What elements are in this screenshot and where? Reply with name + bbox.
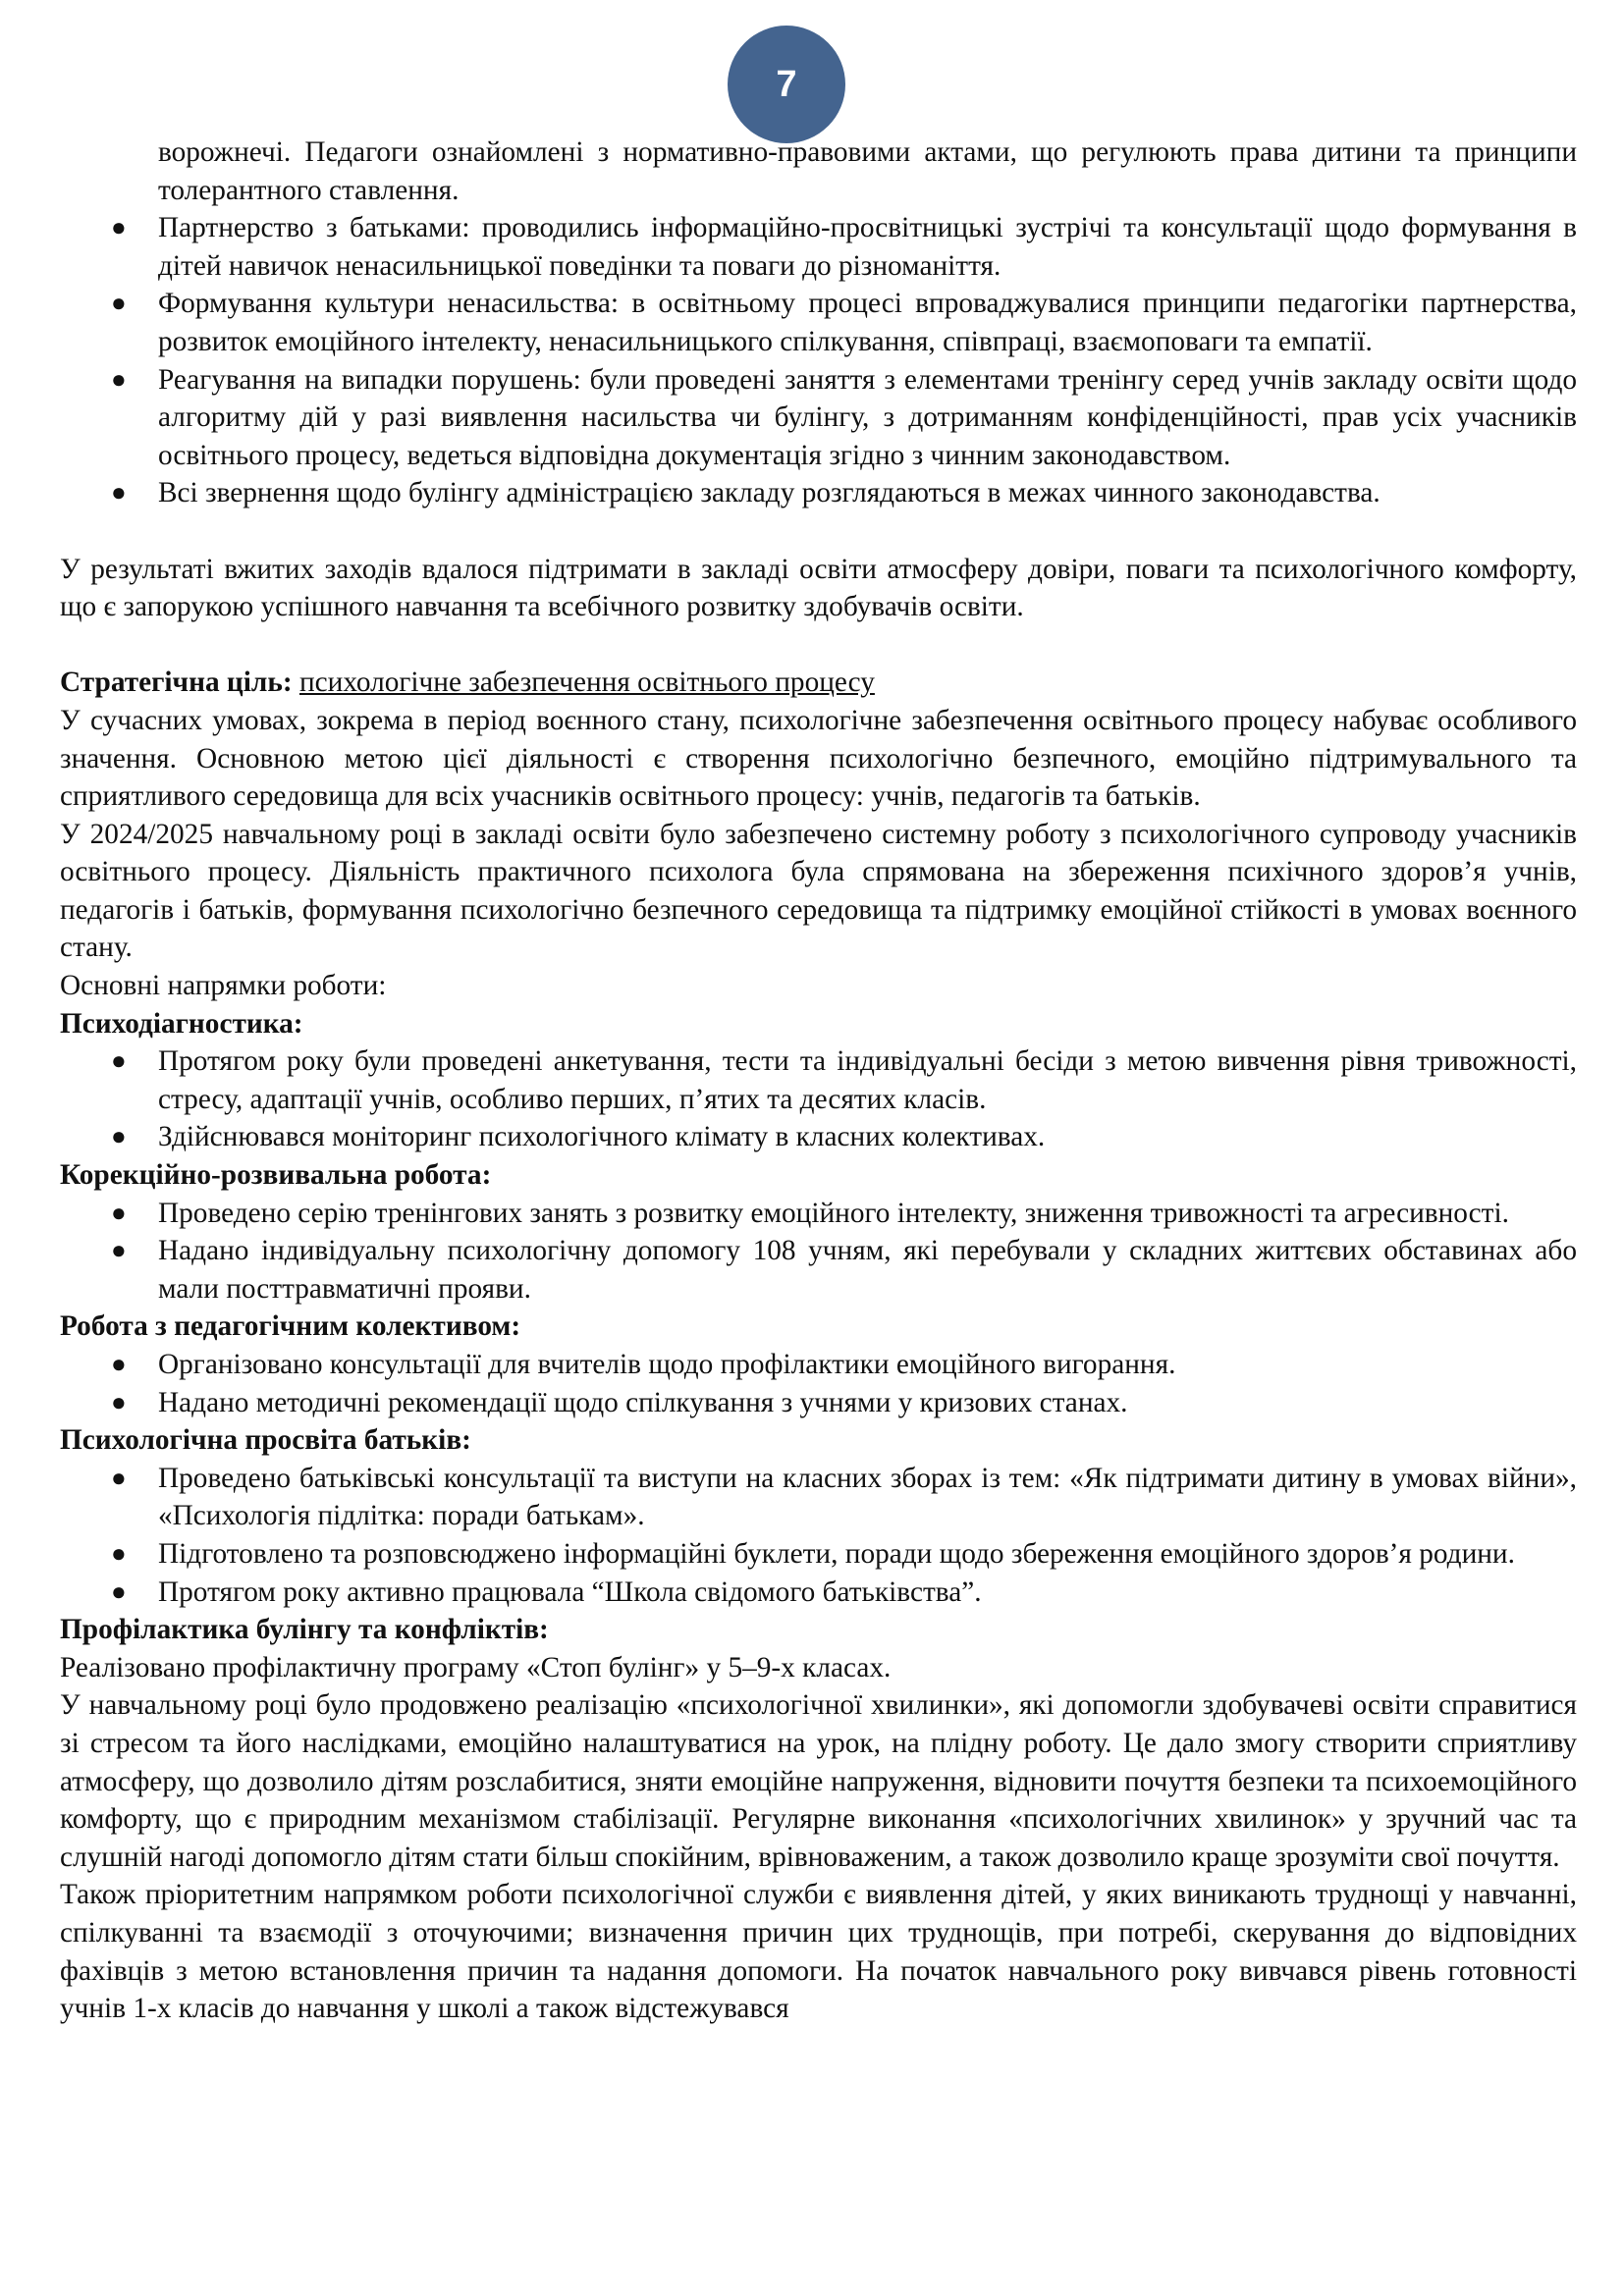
bullet-icon: ● xyxy=(111,1122,127,1151)
paragraph: У сучасних умовах, зокрема в період воєнного стану, психологічне забезпечення освітнього процесу набуває особливого значення. Основною метою цієї діяльності є створення психологічно безпечного, емоційно підтримувального та сприятливого середовища для всіх учасників освітнього процесу: учнів, педагогів та батьків. xyxy=(60,704,1577,813)
strategic-goal-value: психологічне забезпечення освітнього процесу xyxy=(298,667,875,699)
paragraph: Реалізовано профілактичну програму «Стоп булінг» у 5–9-х класах. xyxy=(60,1651,892,1683)
intro-continuation: ворожнечі. Педагоги ознайомлені з нормативно-правовими актами, що регулюють права дитини та принципи толерантного ставлення. xyxy=(158,136,1577,206)
section-heading: Профілактика булінгу та конфліктів: xyxy=(60,1614,549,1646)
section-list xyxy=(60,1346,1577,1421)
list-item: ● Надано індивідуальну психологічну допомогу 108 учням, які перебували у складних життєвих обставинах або мали посттравматичні прояви. xyxy=(60,1232,1577,1308)
list-item: ● Формування культури ненасильства: в освітньому процесі впроваджувалися принципи педагогіки партнерства, розвиток емоційного інтелекту, ненасильницького спілкування, співпраці, взаємоповаги та емпатії. xyxy=(60,285,1577,360)
list-item: ● Реагування на випадки порушень: були проведені заняття з елементами тренінгу серед учнів закладу освіти щодо алгоритму дій у разі виявлення насильства чи булінгу, з дотриманням конфіденційності, прав усіх учасників освітнього процесу, ведеться відповідна документація згідно з чинним законодавством. xyxy=(60,361,1577,475)
bullet-icon: ● xyxy=(111,1198,127,1227)
section-list xyxy=(60,1460,1577,1611)
bullet-icon: ● xyxy=(111,478,127,507)
top-bullet-list xyxy=(60,209,1577,512)
list-item: ● Надано методичні рекомендації щодо спілкування з учнями у кризових станах. xyxy=(60,1384,1577,1422)
list-item: ● Проведено батьківські консультації та виступи на класних зборах із тем: «Як підтримати дитину в умовах війни», «Психологія підлітка: поради батькам». xyxy=(60,1460,1577,1535)
section-heading: Психологічна просвіта батьків: xyxy=(60,1424,471,1457)
list-item: ● Підготовлено та розповсюджено інформаційні буклети, поради щодо збереження емоційного здоров’я родини. xyxy=(60,1535,1577,1574)
section-list xyxy=(60,1042,1577,1156)
paragraph: У навчальному році було продовжено реалізацію «психологічної хвилинки», які допомогли здобувачеві освіти справитися зі стресом та його наслідками, емоційно налаштуватися на урок, на плідну роботу. Це дало змогу створити сприятливу атмосферу, що дозволило дітям розслабитися, зняти емоційне напруження, відновити почуття безпеки та психоемоційного комфорту, що є природним механізмом стабілізації. Регулярне виконання «психологічних хвилинок» у зручний час та слушній нагоді допомогло дітям стати більш спокійним, врівноваженим, а також дозволило краще зрозуміти свої почуття. xyxy=(60,1689,1577,1873)
bullet-icon: ● xyxy=(111,1387,127,1416)
bullet-icon: ● xyxy=(111,1350,127,1378)
strategic-goal xyxy=(60,664,1577,702)
list-item: ● Партнерство з батьками: проводились інформаційно-просвітницькі зустрічі та консультації щодо формування в дітей навичок ненасильницької поведінки та поваги до різноманіття. xyxy=(60,209,1577,285)
bullet-icon: ● xyxy=(111,1463,127,1492)
list-item: ● Організовано консультації для вчителів щодо профілактики емоційного вигорання. xyxy=(60,1346,1577,1384)
bullet-icon: ● xyxy=(111,1046,127,1076)
section-heading: Робота з педагогічним колективом: xyxy=(60,1310,521,1343)
paragraph: Також пріоритетним напрямком роботи психологічної служби є виявлення дітей, у яких виникають труднощі у навчанні, спілкуванні та взаємодії з оточуючими; визначення причин цих труднощів, при потребі, скерування до відповідних фахівців з метою встановлення причин та надання допомоги. На початок навчального року вивчався рівень готовності учнів 1-х класів до навчання у школі а також відстежувався xyxy=(60,1879,1577,2025)
paragraph: У 2024/2025 навчальному році в закладі освіти було забезпечено системну роботу з психологічного супроводу учасників освітнього процесу. Діяльність практичного психолога була спрямована на збереження психічного здоров’я учнів, педагогів і батьків, формування психологічно безпечного середовища та підтримку емоційної стійкості в умовах воєнного стану. xyxy=(60,818,1577,964)
result-paragraph: У результаті вжитих заходів вдалося підтримати в закладі освіти атмосферу довіри, поваги та психологічного комфорту, що є запорукою успішного навчання та всебічного розвитку здобувачів освіти. xyxy=(60,553,1577,623)
section-list xyxy=(60,1195,1577,1308)
section-heading: Корекційно-розвивальна робота: xyxy=(60,1159,492,1192)
list-item: ● Протягом року активно працювала “Школа свідомого батьківства”. xyxy=(60,1574,1577,1612)
list-item: ● Здійснювався моніторинг психологічного клімату в класних колективах. xyxy=(60,1118,1577,1156)
document-body xyxy=(60,133,1577,2028)
page-number-badge xyxy=(728,26,845,143)
list-item: ● Протягом року були проведені анкетування, тести та індивідуальні бесіди з метою вивчення рівня тривожності, стресу, адаптації учнів, особливо перших, п’ятих та десятих класів. xyxy=(60,1042,1577,1118)
list-item: ● Всі звернення щодо булінгу адміністрацією закладу розглядаються в межах чинного законодавства. xyxy=(60,474,1577,512)
bullet-icon: ● xyxy=(111,364,127,394)
bullet-icon: ● xyxy=(111,1538,127,1568)
strategic-goal-label: Стратегічна ціль: xyxy=(60,667,293,699)
section-heading: Психодіагностика: xyxy=(60,1007,303,1040)
bullet-icon: ● xyxy=(111,1576,127,1606)
directions-intro: Основні напрямки роботи: xyxy=(60,970,387,1002)
bullet-icon: ● xyxy=(111,213,127,242)
bullet-icon: ● xyxy=(111,289,127,318)
list-item: ● Проведено серію тренінгових занять з розвитку емоційного інтелекту, зниження тривожності та агресивності. xyxy=(60,1195,1577,1233)
bullet-icon: ● xyxy=(111,1236,127,1265)
page-number: 7 xyxy=(776,63,797,105)
